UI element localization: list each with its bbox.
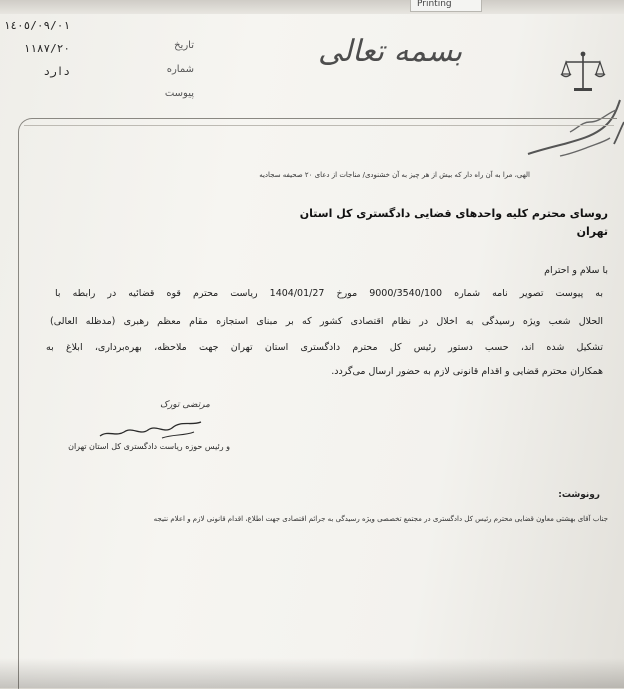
body-line-1: به پیوست تصویر نامه شماره 9000/3540/100 مورخ 1404/01/27 ریاست محترم قوه قضائیه در رابطه با [55, 288, 603, 299]
body-line-2: الحلال شعب ویژه رسیدگی به اخلال در نظام اقتصادی کشور که بر مبنای استجازه مقام معظم رهبری (مدظله العالی) [50, 316, 603, 327]
scan-bottom-shadow [0, 658, 624, 688]
top-tab[interactable] [410, 0, 482, 12]
letter-frame [18, 118, 617, 689]
scan-top-edge [0, 0, 624, 14]
header-values [3, 14, 70, 83]
cc-text: جناب آقای بهشتی معاون قضایی محترم رئیس کل دادگستری در مجتمع تخصصی ویژه رسیدگی به جرائم اقتصادی جهت اطلاع، اقدام قانونی لازم و اعلام نتیجه [153, 515, 608, 523]
frame-inner-line [24, 125, 614, 126]
justice-scale-icon [560, 48, 606, 96]
header-number-value: ١١٨٧/٢٠ [23, 42, 70, 55]
top-tab-label: Printing [417, 0, 452, 9]
body-line-4: همکاران محترم قضایی و اقدام قانونی لازم به حضور ارسال می‌گردد. [331, 366, 603, 377]
signatory-name: مرتضی تورک [159, 400, 210, 410]
header-date-value: ١٤٠٥/٠٩/٠١ [3, 19, 70, 32]
body-line-3: تشکیل شده اند، حسب دستور رئیس کل محترم دادگستری استان تهران جهت ملاحظه، بهره‌برداری، ابلاغ به [46, 342, 603, 353]
letter-recipient: روسای محترم کلیه واحدهای قضایی دادگستری کل استان تهران [299, 207, 608, 238]
signatory-title: و رئیس حوزه ریاست دادگستری کل استان تهران [68, 442, 230, 451]
letter-top-note: الهی، مرا به آن راه دار که بیش از هر چیز به آن خشنودی/ مناجات از دعای ۲۰ صحیفه سجادیه [259, 171, 530, 179]
signature-scribble [96, 416, 206, 442]
header-attachment-label: پیوست [164, 88, 194, 99]
cc-heading: رونوشت: [558, 490, 600, 500]
header-number-label: شماره [166, 64, 194, 75]
header-attachment-value: دارد [43, 65, 70, 78]
header-date-label: تاریخ [174, 40, 194, 51]
header-labels [148, 34, 194, 106]
bismillah-logo: بسمه تعالی [318, 34, 463, 69]
letter-greeting: با سلام و احترام [544, 265, 608, 276]
